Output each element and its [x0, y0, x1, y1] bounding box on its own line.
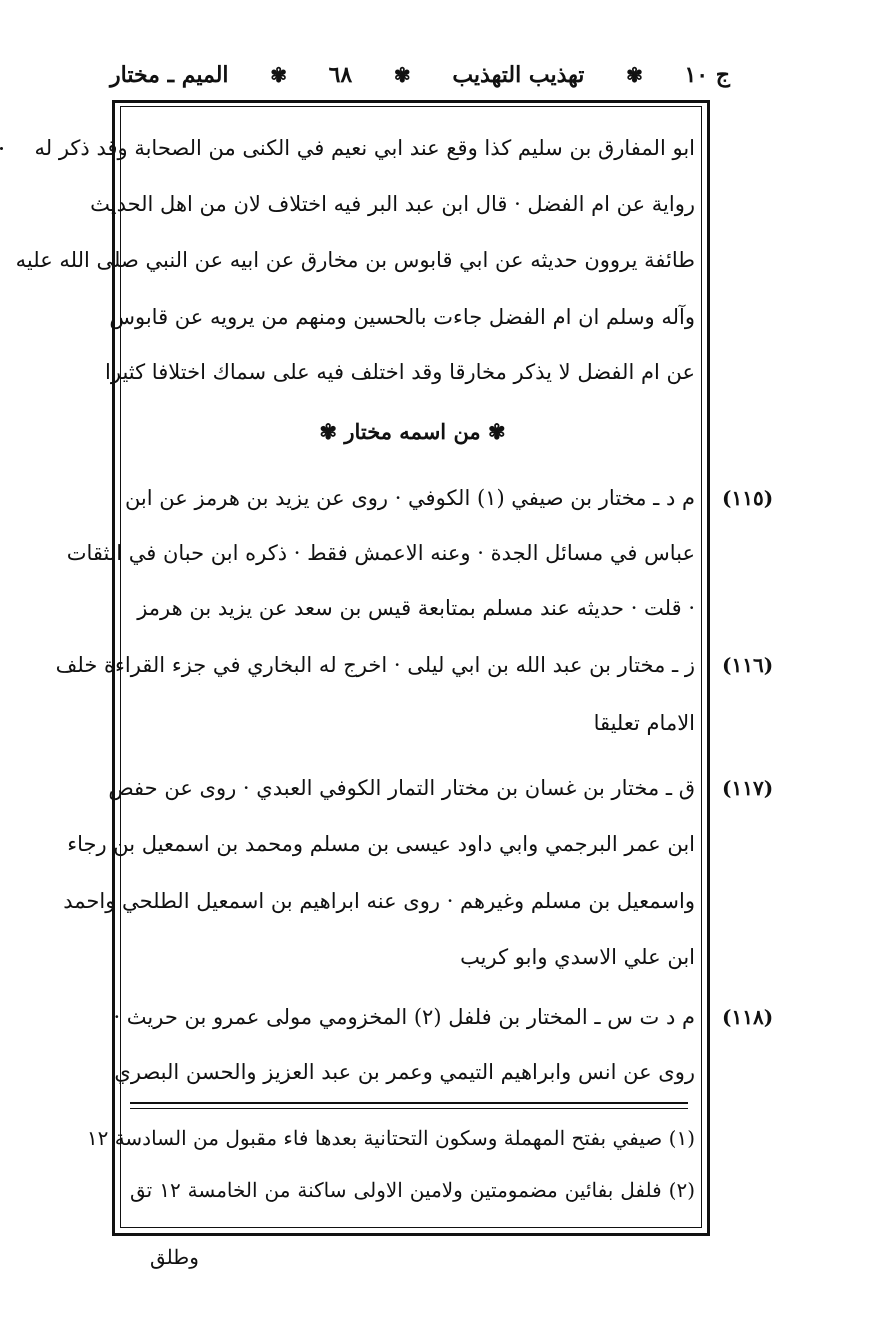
footnote: (٢) فلفل بفائين مضمومتين ولامين الاولى ساكنة من الخامسة ١٢ تق [130, 1178, 696, 1202]
catchword: وطلق [150, 1245, 199, 1269]
header-title: تهذيب التهذيب [452, 62, 585, 88]
ornament-icon: ✾ [626, 63, 643, 87]
entry-line: ز ـ مختار بن عبد الله بن ابي ليلى · اخرج له البخاري في جزء القراءة خلف [55, 653, 695, 677]
ornament-icon: ✾ [488, 419, 506, 444]
entry-line: ابن عمر البرجمي وابي داود عيسى بن مسلم ومحمد بن اسمعيل بن رجاء [67, 832, 695, 856]
section-heading-text: من اسمه مختار [344, 419, 481, 444]
body-line: رواية عن ام الفضل · قال ابن عبد البر فيه اختلاف لان من اهل الحديث [90, 192, 695, 216]
header-page-number: ٦٨ [328, 62, 353, 88]
entry-line: م د ـ مختار بن صيفي (١) الكوفي · روى عن يزيد بن هرمز عن ابن [124, 486, 695, 510]
entry-number: (١١٥) [722, 486, 774, 510]
body-line: ابو المفارق بن سليم كذا وقع عند ابي نعيم في الكنى من الصحابة وقد ذكر له [34, 136, 695, 160]
section-heading [130, 412, 695, 452]
page-header [110, 55, 730, 95]
footnote-separator [130, 1102, 688, 1104]
entry-number: (١١٧) [722, 776, 774, 800]
entry-line: عباس في مسائل الجدة · وعنه الاعمش فقط · ذكره ابن حبان في الثقات [66, 541, 695, 565]
entry-line: ابن علي الاسدي وابو كريب [460, 945, 695, 969]
entry-line: روى عن انس وابراهيم التيمي وعمر بن عبد العزيز والحسن البصري [114, 1060, 695, 1084]
ornament-icon: ✾ [319, 419, 337, 444]
entry-line: ق ـ مختار بن غسان بن مختار التمار الكوفي العبدي · روى عن حفص [108, 776, 695, 800]
entry-number: (١١٨) [722, 1005, 774, 1029]
ornament-icon: ✾ [270, 63, 287, 87]
entry-number: (١١٦) [722, 653, 774, 677]
margin-mark [0, 147, 3, 150]
body-line: طائفة يروون حديثه عن ابي قابوس بن مخارق عن ابيه عن النبي صلى الله عليه [15, 248, 695, 272]
header-section: الميم ـ مختار [110, 62, 229, 88]
header-volume: ج ١٠ [684, 62, 730, 88]
footnote-separator [130, 1108, 688, 1109]
ornament-icon: ✾ [393, 63, 411, 87]
footnote: (١) صيفي بفتح المهملة وسكون التحتانية بعدها فاء مقبول من السادسة ١٢ [86, 1126, 695, 1150]
body-line: وآله وسلم ان ام الفضل جاءت بالحسين ومنهم من يرويه عن قابوس [109, 305, 695, 329]
body-line: عن ام الفضل لا يذكر مخارقا وقد اختلف فيه على سماك اختلافا كثيرا [105, 360, 695, 384]
entry-line: · قلت · حديثه عند مسلم بمتابعة قيس بن سعد عن يزيد بن هرمز [137, 596, 695, 620]
entry-line: الامام تعليقا [593, 711, 695, 735]
entry-line: واسمعيل بن مسلم وغيرهم · روى عنه ابراهيم بن اسمعيل الطلحي واحمد [63, 889, 695, 913]
entry-line: م د ت س ـ المختار بن فلفل (٢) المخزومي مولى عمرو بن حريث · [113, 1005, 695, 1029]
